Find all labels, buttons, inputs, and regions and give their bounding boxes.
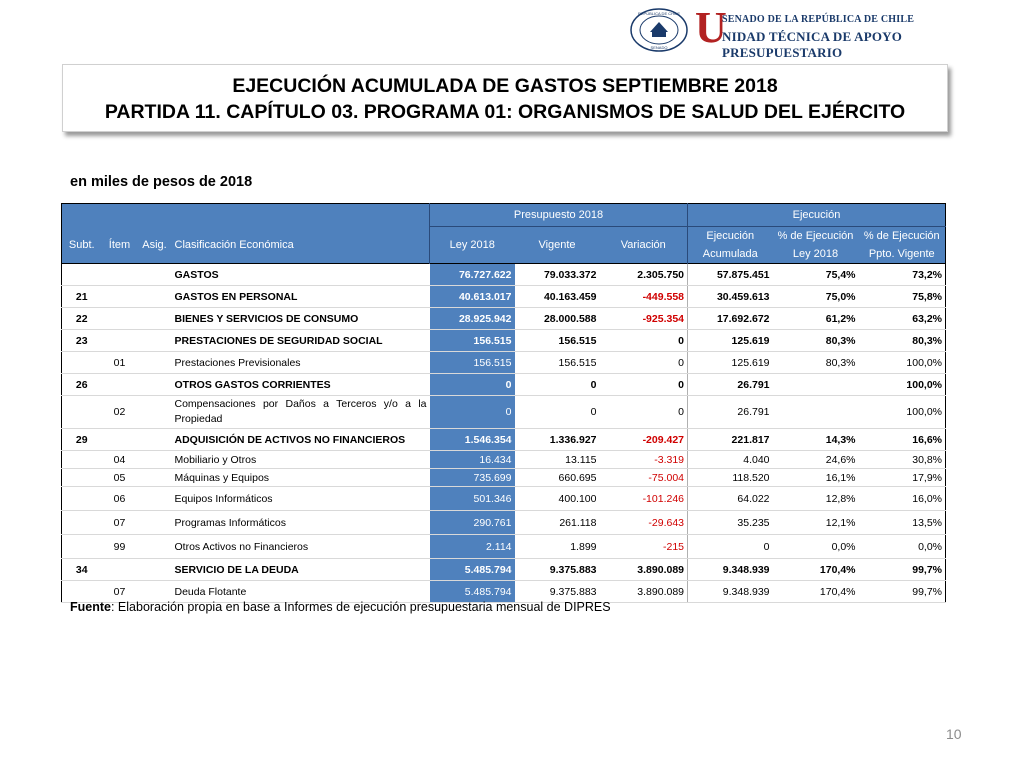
cell-vigente: 0	[515, 374, 600, 396]
cell-pct-ley: 75,4%	[773, 264, 859, 286]
seal-ring-top: REPÚBLICA DE CHILE	[637, 11, 681, 16]
table-row	[62, 469, 946, 487]
cell-ley: 735.699	[430, 469, 515, 487]
cell-ejecucion: 125.619	[688, 330, 773, 352]
cell-asig	[138, 487, 172, 511]
cell-pct-ley	[773, 396, 859, 429]
cell-pct-vigente: 75,8%	[859, 286, 946, 308]
cell-variacion: -925.354	[600, 308, 688, 330]
cell-ejecucion: 26.791	[688, 396, 773, 429]
cell-variacion: 0	[600, 330, 688, 352]
cell-clasificacion: OTROS GASTOS CORRIENTES	[172, 374, 430, 396]
cell-item: 06	[102, 487, 138, 511]
cell-pct-vigente: 100,0%	[859, 396, 946, 429]
cell-vigente: 9.375.883	[515, 581, 600, 603]
cell-ejecucion: 26.791	[688, 374, 773, 396]
cell-variacion: 3.890.089	[600, 559, 688, 581]
cell-subt	[62, 451, 102, 469]
col-header-asig: Asig.	[138, 227, 172, 264]
cell-pct-vigente: 0,0%	[859, 535, 946, 559]
cell-pct-vigente: 99,7%	[859, 581, 946, 603]
cell-vigente: 156.515	[515, 352, 600, 374]
col-header-clasificacion: Clasificación Económica	[172, 227, 430, 264]
cell-pct-ley: 170,4%	[773, 559, 859, 581]
cell-clasificacion: Prestaciones Previsionales	[172, 352, 430, 374]
cell-ejecucion: 57.875.451	[688, 264, 773, 286]
cell-vigente: 400.100	[515, 487, 600, 511]
cell-item	[102, 286, 138, 308]
cell-clasificacion: ADQUISICIÓN DE ACTIVOS NO FINANCIEROS	[172, 429, 430, 451]
cell-asig	[138, 330, 172, 352]
cell-subt: 34	[62, 559, 102, 581]
cell-pct-vigente: 16,0%	[859, 487, 946, 511]
cell-pct-ley: 24,6%	[773, 451, 859, 469]
title-line-1: EJECUCIÓN ACUMULADA DE GASTOS SEPTIEMBRE 2018	[232, 75, 778, 97]
title-box	[62, 64, 948, 132]
cell-ejecucion: 125.619	[688, 352, 773, 374]
cell-clasificacion: Equipos Informáticos	[172, 487, 430, 511]
cell-pct-vigente: 80,3%	[859, 330, 946, 352]
cell-pct-vigente: 16,6%	[859, 429, 946, 451]
cell-subt	[62, 511, 102, 535]
cell-pct-ley: 61,2%	[773, 308, 859, 330]
table-row	[62, 511, 946, 535]
cell-variacion: -3.319	[600, 451, 688, 469]
logo-line-1: SENADO DE LA REPÚBLICA DE CHILE	[722, 14, 915, 25]
cell-subt	[62, 396, 102, 429]
cell-ley: 28.925.942	[430, 308, 515, 330]
cell-asig	[138, 396, 172, 429]
cell-variacion: -209.427	[600, 429, 688, 451]
cell-ley: 156.515	[430, 352, 515, 374]
cell-asig	[138, 511, 172, 535]
cell-ley: 0	[430, 396, 515, 429]
cell-ejecucion: 17.692.672	[688, 308, 773, 330]
table-row	[62, 429, 946, 451]
cell-vigente: 1.899	[515, 535, 600, 559]
cell-pct-ley: 12,8%	[773, 487, 859, 511]
cell-vigente: 261.118	[515, 511, 600, 535]
source-note	[70, 600, 611, 614]
cell-asig	[138, 469, 172, 487]
cell-asig	[138, 559, 172, 581]
cell-subt	[62, 264, 102, 286]
cell-ley: 16.434	[430, 451, 515, 469]
cell-pct-ley: 80,3%	[773, 352, 859, 374]
group-header-blank	[62, 204, 430, 227]
cell-vigente: 1.336.927	[515, 429, 600, 451]
cell-clasificacion: Programas Informáticos	[172, 511, 430, 535]
cell-pct-ley: 16,1%	[773, 469, 859, 487]
cell-clasificacion: Otros Activos no Financieros	[172, 535, 430, 559]
cell-asig	[138, 535, 172, 559]
senate-seal-logo	[630, 8, 688, 52]
cell-subt: 26	[62, 374, 102, 396]
cell-vigente: 79.033.372	[515, 264, 600, 286]
cell-item: 07	[102, 511, 138, 535]
cell-variacion: -29.643	[600, 511, 688, 535]
cell-clasificacion: BIENES Y SERVICIOS DE CONSUMO	[172, 308, 430, 330]
cell-item	[102, 330, 138, 352]
cell-ejecucion: 221.817	[688, 429, 773, 451]
source-label: Fuente	[70, 600, 111, 614]
cell-ley: 156.515	[430, 330, 515, 352]
cell-asig	[138, 352, 172, 374]
cell-pct-vigente: 100,0%	[859, 352, 946, 374]
group-header-ejecucion: Ejecución	[688, 204, 946, 227]
cell-ley: 2.114	[430, 535, 515, 559]
cell-pct-ley: 14,3%	[773, 429, 859, 451]
budget-table	[61, 203, 946, 603]
cell-pct-vigente: 13,5%	[859, 511, 946, 535]
cell-variacion: -101.246	[600, 487, 688, 511]
source-text: : Elaboración propia en base a Informes de ejecución presupuestaria mensual de DIPRES	[110, 600, 611, 614]
cell-vigente: 28.000.588	[515, 308, 600, 330]
col-header-variacion: Variación	[600, 227, 688, 264]
cell-item: 01	[102, 352, 138, 374]
col-header-ejecucion-acumulada: Ejecución Acumulada	[688, 227, 773, 264]
cell-clasificacion: Mobiliario y Otros	[172, 451, 430, 469]
cell-item	[102, 429, 138, 451]
cell-vigente: 13.115	[515, 451, 600, 469]
group-header-row	[62, 204, 946, 227]
cell-subt: 23	[62, 330, 102, 352]
table-row	[62, 308, 946, 330]
cell-asig	[138, 374, 172, 396]
cell-pct-vigente: 17,9%	[859, 469, 946, 487]
column-header-row	[62, 227, 946, 264]
cell-pct-ley: 80,3%	[773, 330, 859, 352]
cell-asig	[138, 429, 172, 451]
cell-subt: 22	[62, 308, 102, 330]
cell-clasificacion: SERVICIO DE LA DEUDA	[172, 559, 430, 581]
cell-ejecucion: 35.235	[688, 511, 773, 535]
cell-ejecucion: 30.459.613	[688, 286, 773, 308]
title-line-2: PARTIDA 11. CAPÍTULO 03. PROGRAMA 01: ORGANISMOS DE SALUD DEL EJÉRCITO	[104, 101, 906, 123]
table-row	[62, 535, 946, 559]
table-row	[62, 451, 946, 469]
cell-item: 05	[102, 469, 138, 487]
cell-ley: 501.346	[430, 487, 515, 511]
cell-ley: 0	[430, 374, 515, 396]
col-header-vigente: Vigente	[515, 227, 600, 264]
cell-item: 99	[102, 535, 138, 559]
table-row	[62, 330, 946, 352]
table-row	[62, 559, 946, 581]
cell-clasificacion: Deuda Flotante	[172, 581, 430, 603]
cell-asig	[138, 308, 172, 330]
cell-ejecucion: 118.520	[688, 469, 773, 487]
cell-clasificacion: GASTOS	[172, 264, 430, 286]
cell-ley: 76.727.622	[430, 264, 515, 286]
col-header-subt: Subt.	[62, 227, 102, 264]
cell-item	[102, 374, 138, 396]
cell-item: 02	[102, 396, 138, 429]
cell-pct-vigente: 100,0%	[859, 374, 946, 396]
cell-item	[102, 559, 138, 581]
cell-variacion: 0	[600, 374, 688, 396]
cell-variacion: 2.305.750	[600, 264, 688, 286]
cell-ejecucion: 9.348.939	[688, 559, 773, 581]
cell-pct-ley: 75,0%	[773, 286, 859, 308]
cell-variacion: 3.890.089	[600, 581, 688, 603]
cell-ejecucion: 4.040	[688, 451, 773, 469]
cell-subt: 29	[62, 429, 102, 451]
cell-subt: 21	[62, 286, 102, 308]
units-subtitle: en miles de pesos de 2018	[70, 174, 253, 190]
cell-ejecucion: 0	[688, 535, 773, 559]
cell-asig	[138, 451, 172, 469]
cell-clasificacion: GASTOS EN PERSONAL	[172, 286, 430, 308]
cell-asig	[138, 264, 172, 286]
cell-subt	[62, 352, 102, 374]
cell-item: 07	[102, 581, 138, 603]
cell-item: 04	[102, 451, 138, 469]
cell-item	[102, 308, 138, 330]
cell-pct-vigente: 63,2%	[859, 308, 946, 330]
cell-vigente: 660.695	[515, 469, 600, 487]
cell-ley: 290.761	[430, 511, 515, 535]
cell-vigente: 156.515	[515, 330, 600, 352]
col-header-ley: Ley 2018	[430, 227, 515, 264]
cell-clasificacion: PRESTACIONES DE SEGURIDAD SOCIAL	[172, 330, 430, 352]
col-header-pct-ley: % de Ejecución Ley 2018	[773, 227, 859, 264]
cell-asig	[138, 286, 172, 308]
cell-clasificacion: Compensaciones por Daños a Terceros y/o a la Propiedad	[172, 396, 430, 429]
table-row	[62, 396, 946, 429]
cell-variacion: 0	[600, 396, 688, 429]
cell-ley: 5.485.794	[430, 581, 515, 603]
cell-subt	[62, 469, 102, 487]
cell-ley: 5.485.794	[430, 559, 515, 581]
cell-vigente: 40.163.459	[515, 286, 600, 308]
cell-ejecucion: 9.348.939	[688, 581, 773, 603]
table-row	[62, 374, 946, 396]
logo-initial: U	[695, 3, 727, 52]
seal-ring-bottom: SENADO	[650, 45, 668, 50]
cell-pct-vigente: 30,8%	[859, 451, 946, 469]
table-row	[62, 264, 946, 286]
cell-vigente: 9.375.883	[515, 559, 600, 581]
cell-clasificacion: Máquinas y Equipos	[172, 469, 430, 487]
col-header-item: Ítem	[102, 227, 138, 264]
col-header-pct-vigente: % de Ejecución Ppto. Vigente	[859, 227, 946, 264]
cell-item	[102, 264, 138, 286]
table-row	[62, 286, 946, 308]
cell-variacion: -215	[600, 535, 688, 559]
cell-variacion: 0	[600, 352, 688, 374]
logo-line-2: NIDAD TÉCNICA DE APOYO PRESUPUESTARIO	[722, 29, 903, 60]
cell-subt	[62, 535, 102, 559]
cell-ley: 1.546.354	[430, 429, 515, 451]
cell-pct-ley: 12,1%	[773, 511, 859, 535]
cell-pct-ley	[773, 374, 859, 396]
cell-pct-ley: 170,4%	[773, 581, 859, 603]
cell-variacion: -75.004	[600, 469, 688, 487]
table-row	[62, 352, 946, 374]
table-row	[62, 487, 946, 511]
cell-ley: 40.613.017	[430, 286, 515, 308]
cell-subt	[62, 487, 102, 511]
page-number: 10	[946, 726, 962, 742]
cell-pct-vigente: 99,7%	[859, 559, 946, 581]
cell-vigente: 0	[515, 396, 600, 429]
cell-pct-vigente: 73,2%	[859, 264, 946, 286]
cell-ejecucion: 64.022	[688, 487, 773, 511]
cell-pct-ley: 0,0%	[773, 535, 859, 559]
group-header-presupuesto: Presupuesto 2018	[430, 204, 688, 227]
cell-variacion: -449.558	[600, 286, 688, 308]
